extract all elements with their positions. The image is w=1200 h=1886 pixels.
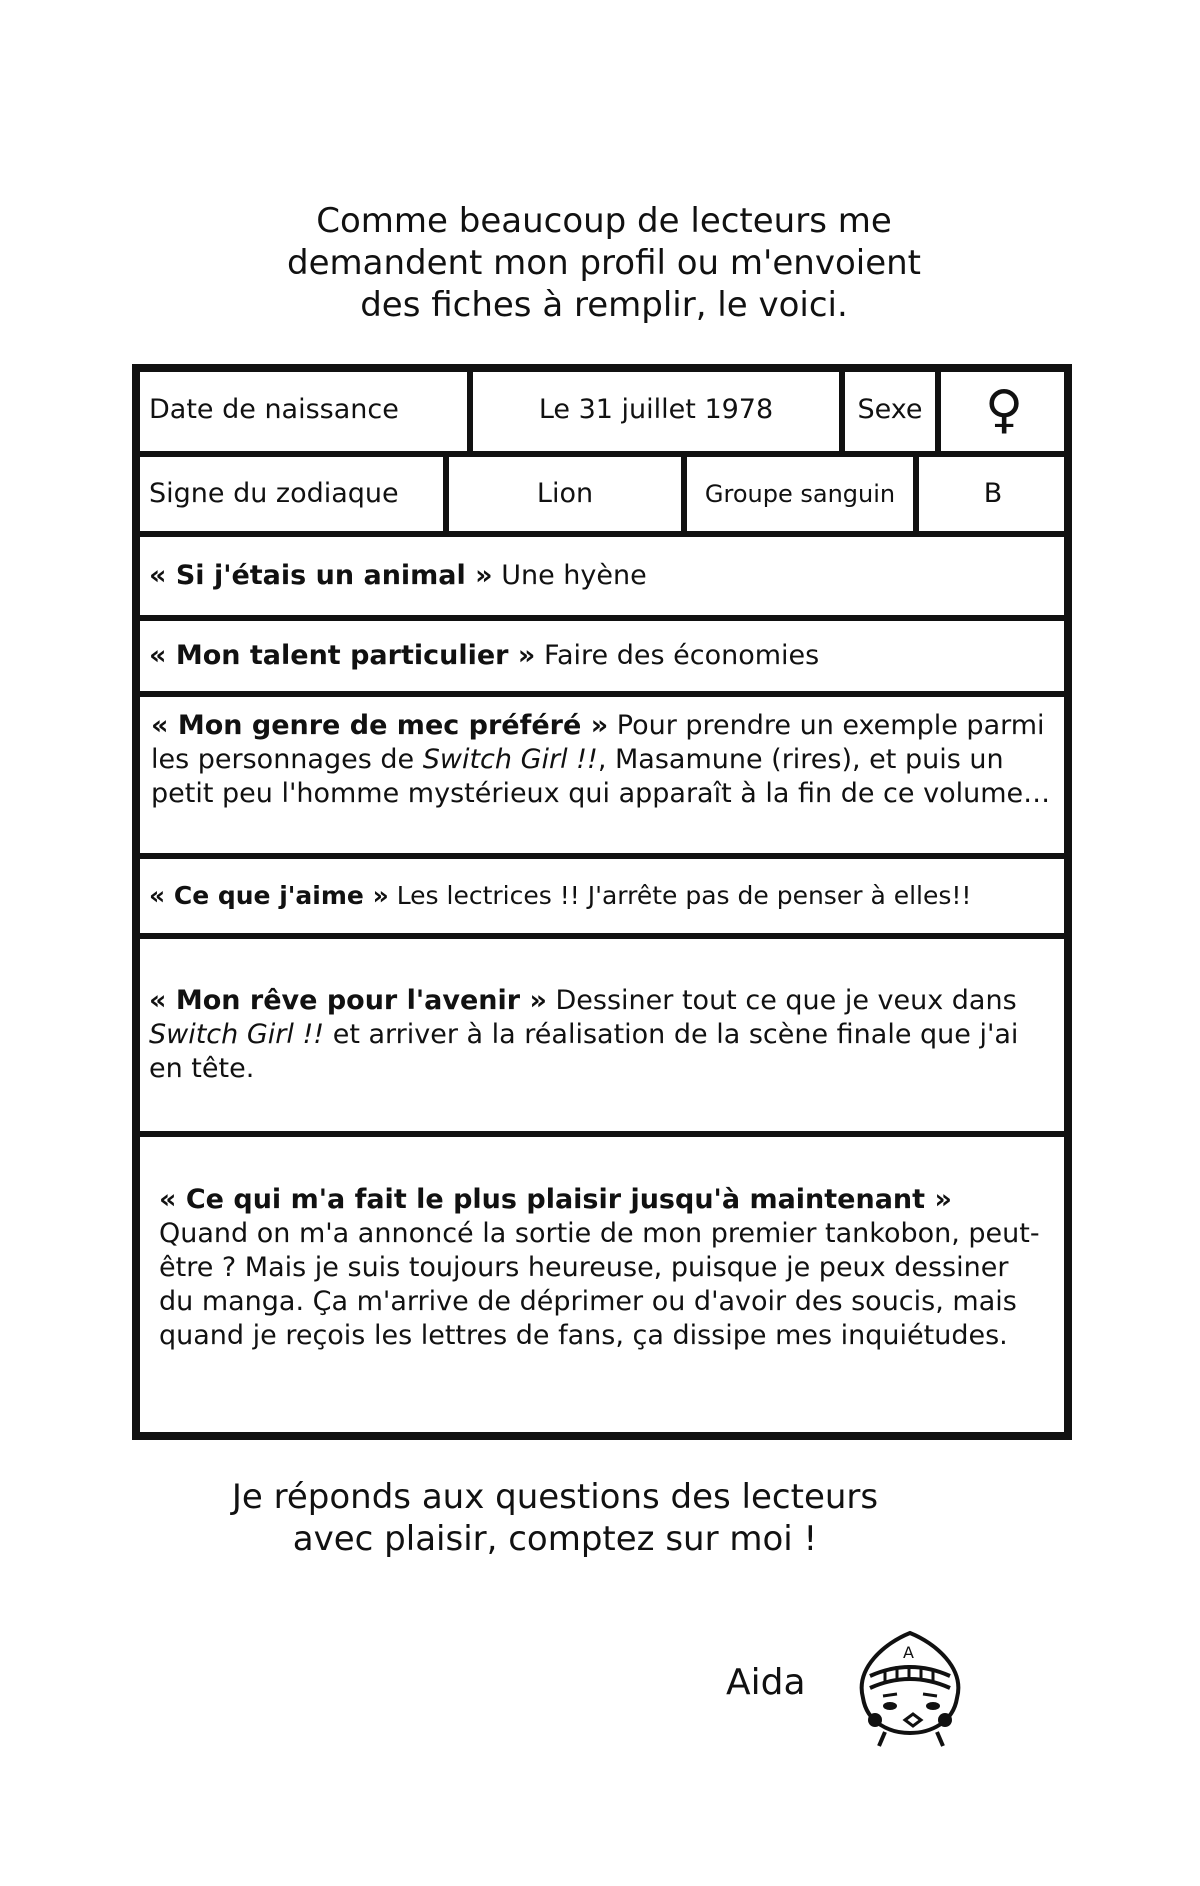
like-row	[132, 854, 1072, 938]
dream-row	[132, 934, 1072, 1136]
talent-row	[132, 616, 1072, 696]
type-row	[132, 692, 1072, 858]
intro-line: Comme beaucoup de lecteurs me	[316, 201, 892, 241]
manga-title: Switch Girl !!	[422, 744, 598, 775]
closing-text	[150, 1476, 960, 1560]
pleasure-label: « Ce qui m'a fait le plus plaisir jusqu'à maintenant »	[159, 1184, 952, 1215]
female-symbol-icon: ♀	[936, 364, 1072, 456]
manga-title: Switch Girl !!	[149, 1019, 325, 1050]
blood-value: B	[914, 452, 1072, 536]
type-label: « Mon genre de mec préféré »	[151, 710, 609, 741]
talent-label: « Mon talent particulier »	[149, 640, 536, 671]
type-value-cont: , Masamune (rires), et puis un petit peu l'homme mystérieux qui apparaît à la fin de ce volume…	[151, 744, 1051, 809]
blood-label: Groupe sanguin	[682, 452, 918, 536]
closing-line: Je réponds aux questions des lecteurs	[231, 1477, 879, 1517]
birth-value: Le 31 juillet 1978	[468, 364, 844, 456]
mascot-letter: A	[903, 1643, 914, 1662]
talent-value: Faire des économies	[543, 640, 820, 671]
birth-label: Date de naissance	[132, 364, 472, 456]
dream-value: Dessiner tout ce que je veux dans	[555, 985, 1017, 1016]
zodiac-label: Signe du zodiaque	[132, 452, 448, 536]
intro-line: des fiches à remplir, le voici.	[360, 285, 848, 325]
animal-label: « Si j'étais un animal »	[149, 560, 493, 591]
sex-label: Sexe	[840, 364, 940, 456]
zodiac-value: Lion	[444, 452, 686, 536]
closing-line: avec plaisir, comptez sur moi !	[292, 1519, 818, 1559]
intro-text	[0, 200, 1200, 326]
author-mascot-icon	[845, 1628, 975, 1748]
like-label: « Ce que j'aime »	[149, 881, 389, 910]
dream-value-cont: et arriver à la réalisation de la scène finale que j'ai en tête.	[149, 1019, 1019, 1084]
animal-row	[132, 532, 1072, 620]
pleasure-value: Quand on m'a annoncé la sortie de mon premier tankobon, peut-être ? Mais je suis toujours heureuse, puisque je peux dessiner du manga. Ça m'arrive de déprimer ou d'avoir des soucis, mais quand je reçois les lettres de fans, ça dissipe mes inquiétudes.	[159, 1218, 1040, 1351]
signature: Aida	[726, 1662, 806, 1703]
like-value: Les lectrices !! J'arrête pas de penser à elles!!	[396, 881, 972, 910]
dream-label: « Mon rêve pour l'avenir »	[149, 985, 547, 1016]
type-value: Pour prendre un exemple parmi les personnages de	[151, 710, 1045, 775]
animal-value: Une hyène	[501, 560, 647, 591]
pleasure-row	[132, 1132, 1072, 1440]
intro-line: demandent mon profil ou m'envoient	[286, 243, 921, 283]
